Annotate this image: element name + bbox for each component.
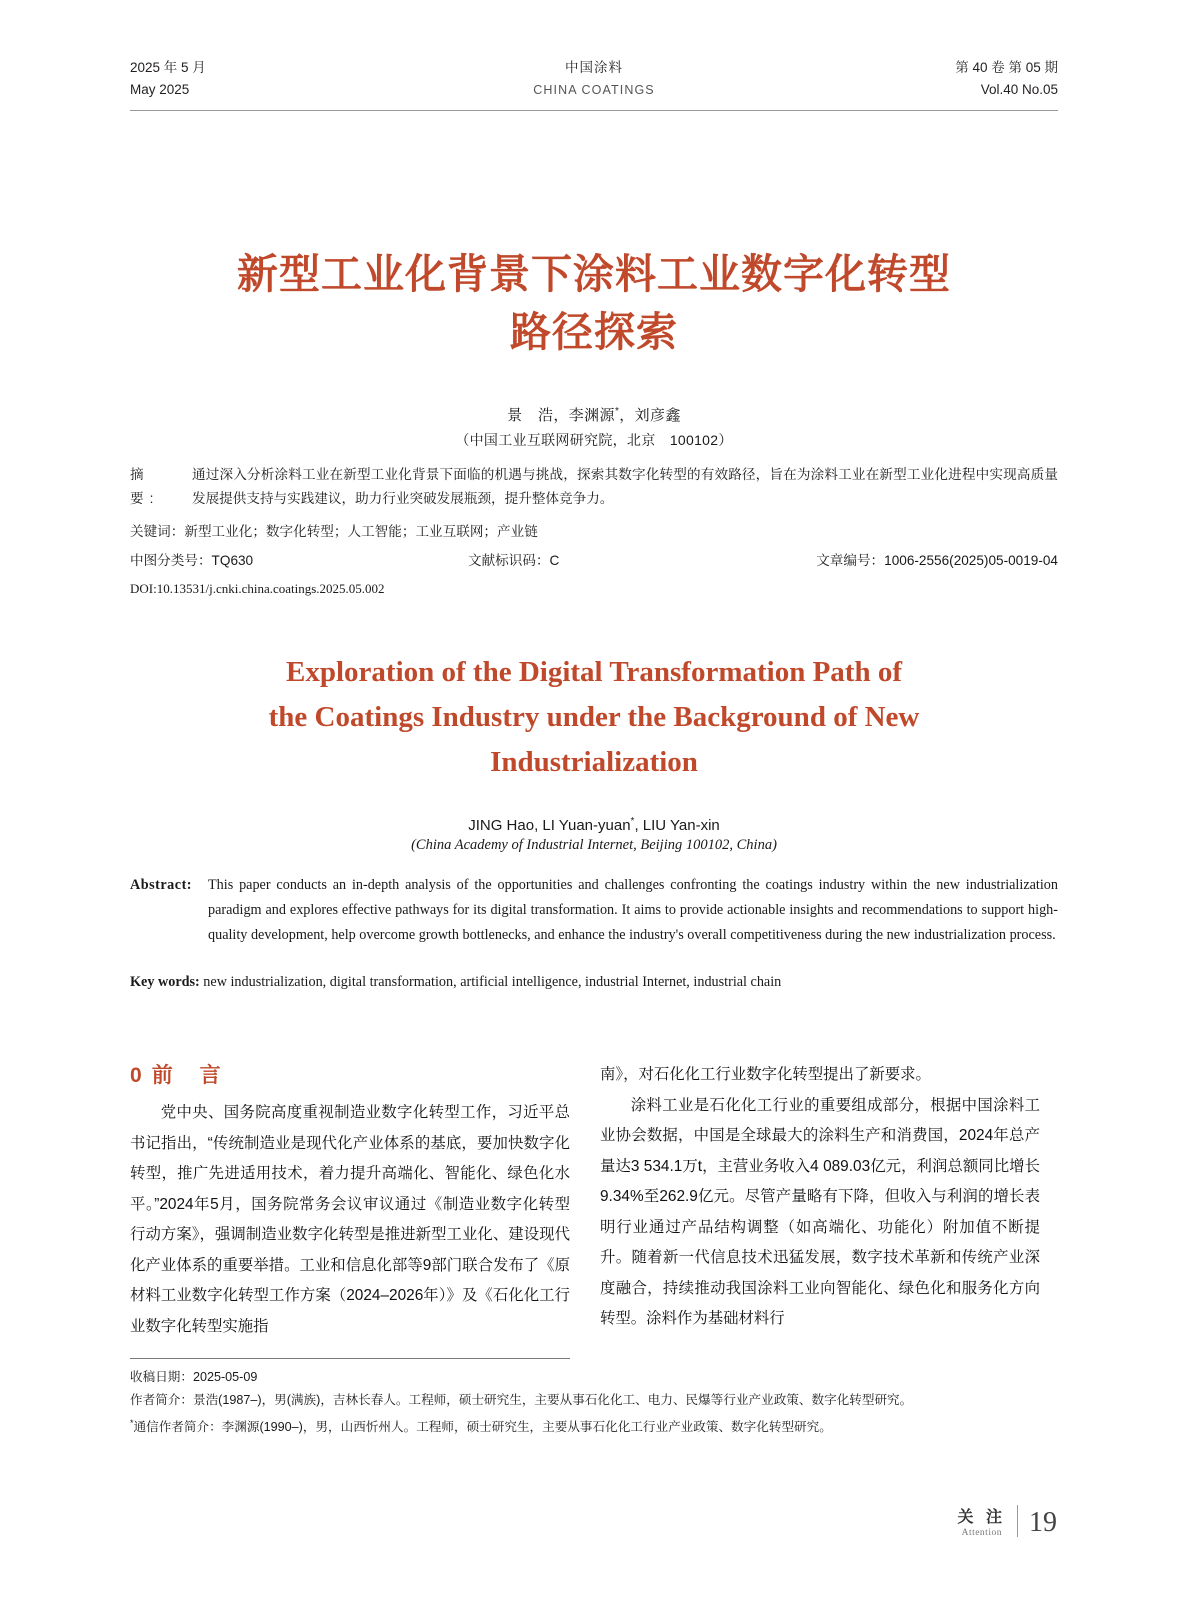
authors-cn — [130, 400, 1058, 428]
folio-label-en: Attention — [961, 1527, 1002, 1538]
page-title-en — [170, 650, 1018, 785]
abstract-en-label: Abstract: — [130, 877, 193, 893]
author-bio-2-text: 通信作者简介：李渊源(1990–)，男，山西忻州人。工程师，硕士研究生，主要从事石化化工行业产业政策、数字化转型研究。 — [133, 1420, 832, 1435]
folio-divider — [1017, 1505, 1018, 1537]
authors-cn-rest: ，刘彦鑫 — [619, 407, 681, 424]
keywords-cn: 关键词：新型工业化；数字化转型；人工智能；工业互联网；产业链 — [130, 524, 538, 539]
issue-date-cn: 2025 年 5 月 — [130, 60, 206, 75]
keywords-en — [130, 970, 1058, 995]
issue-date-en: May 2025 — [130, 82, 190, 97]
folio — [958, 1505, 1057, 1538]
body-column-left — [130, 1060, 570, 1342]
section-heading — [130, 1060, 570, 1092]
paragraph: 南》，对石化化工行业数字化转型提出了新要求。 — [600, 1066, 931, 1083]
author-bio-2 — [130, 1412, 1040, 1438]
authors-en-rest: , LIU Yan-xin — [634, 817, 720, 834]
running-head — [130, 58, 1058, 110]
section-title: 前 言 — [151, 1064, 224, 1087]
footnote-divider — [130, 1358, 570, 1359]
author-bio-1: 作者简介：景浩(1987–)，男(满族)，吉林长春人。工程师，硕士研究生，主要从事石化化工、电力、民爆等行业产业政策、数字化转型研究。 — [130, 1393, 913, 1407]
page-number: 19 — [1029, 1507, 1057, 1538]
affiliation-cn: （中国工业互联网研究院，北京 100102） — [455, 432, 733, 448]
running-head-center — [533, 58, 654, 100]
running-head-divider — [130, 110, 1058, 111]
authors-en-main: JING Hao, LI Yuan-yuan — [468, 817, 631, 834]
document-code: 文献标识码：C — [468, 553, 560, 568]
keywords-en-label: Key words: — [130, 974, 200, 990]
folio-label-cn: 关 注 — [957, 1508, 1006, 1526]
running-head-left — [130, 58, 206, 100]
section-number: 0 — [130, 1064, 152, 1087]
footnotes — [130, 1366, 1040, 1439]
journal-name-cn: 中国涂料 — [565, 60, 623, 75]
folio-label — [958, 1510, 1006, 1539]
abstract-en-text: This paper conducts an in-depth analysis of the opportunities and challenges confronting the coatings industry within the new industrialization paradigm and explores effective pathways for its digital transformation. It aims to provide actionable insights and recommendations to support high-quality development, help overcome growth bottlenecks, and enhance the industry's overall competitiveness during the new industrialization process. — [208, 877, 1058, 943]
running-head-right — [955, 58, 1058, 100]
volume-issue-cn: 第 40 卷 第 05 期 — [955, 60, 1058, 75]
title-cn-line-2: 路径探索 — [510, 309, 678, 355]
abstract-en — [130, 873, 1058, 948]
corresponding-author-marker-en: * — [630, 816, 635, 827]
title-en-line-3: Industrialization — [490, 746, 698, 778]
corresponding-author-marker-footnote: * — [130, 1418, 134, 1428]
abstract-cn-label: 摘 要: — [130, 467, 170, 506]
body-column-right — [600, 1060, 1040, 1335]
page-title-cn — [130, 245, 1058, 361]
volume-issue-en: Vol.40 No.05 — [980, 82, 1058, 97]
title-en-line-2: the Coatings Industry under the Background of New — [268, 701, 920, 733]
abstract-cn-text: 通过深入分析涂料工业在新型工业化背景下面临的机遇与挑战，探索其数字化转型的有效路径，旨在为涂料工业在新型工业化进程中实现高质量发展提供支持与实践建议，助力行业突破发展瓶颈，提升整体竞争力。 — [192, 467, 1058, 506]
clc-number: 中图分类号：TQ630 — [130, 553, 254, 568]
abstract-cn — [130, 463, 1058, 511]
journal-name-en: CHINA COATINGS — [533, 83, 655, 97]
title-cn-line-1: 新型工业化背景下涂料工业数字化转型 — [237, 251, 951, 297]
article-id: 文章编号：1006-2556(2025)05-0019-04 — [816, 553, 1058, 568]
paragraph: 涂料工业是石化化工行业的重要组成部分，根据中国涂料工业协会数据，中国是全球最大的涂料生产和消费国，2024年总产量达3 534.1万t，主营业务收入4 089.03亿元，利润总额同比增长9.34%至262.9亿元。尽管产量略有下降，但收入与利润的增长表明行业通过产品结构调整（如高端化、功能化）附加值不断提升。随着新一代信息技术迅猛发展，数字技术革新和传统产业深度融合，持续推动我国涂料工业向智能化、绿色化和服务化方向转型。涂料作为基础材料行 — [600, 1096, 1040, 1327]
received-date: 收稿日期：2025-05-09 — [130, 1370, 258, 1384]
paragraph: 党中央、国务院高度重视制造业数字化转型工作，习近平总书记指出，“传统制造业是现代化产业体系的基底，要加快数字化转型，推广先进适用技术，着力提升高端化、智能化、绿色化水平。”2024年5月，国务院常务会议审议通过《制造业数字化转型行动方案》，强调制造业数字化转型是推进新型工业化、建设现代化产业体系的重要举措。工业和信息化部等9部门联合发布了《原材料工业数字化转型工作方案（2024–2026年）》及《石化化工行业数字化转型实施指 — [130, 1104, 570, 1335]
authors-cn-main: 景 浩，李渊源 — [507, 407, 615, 424]
corresponding-author-marker-cn: * — [614, 406, 620, 417]
title-en-line-1: Exploration of the Digital Transformation Path of — [286, 656, 902, 688]
doi: DOI:10.13531/j.cnki.china.coatings.2025.05.002 — [130, 581, 385, 596]
keywords-en-text: new industrialization, digital transformation, artificial intelligence, industrial Internet, industrial chain — [199, 974, 782, 990]
affiliation-en: (China Academy of Industrial Internet, Beijing 100102, China) — [411, 837, 777, 853]
